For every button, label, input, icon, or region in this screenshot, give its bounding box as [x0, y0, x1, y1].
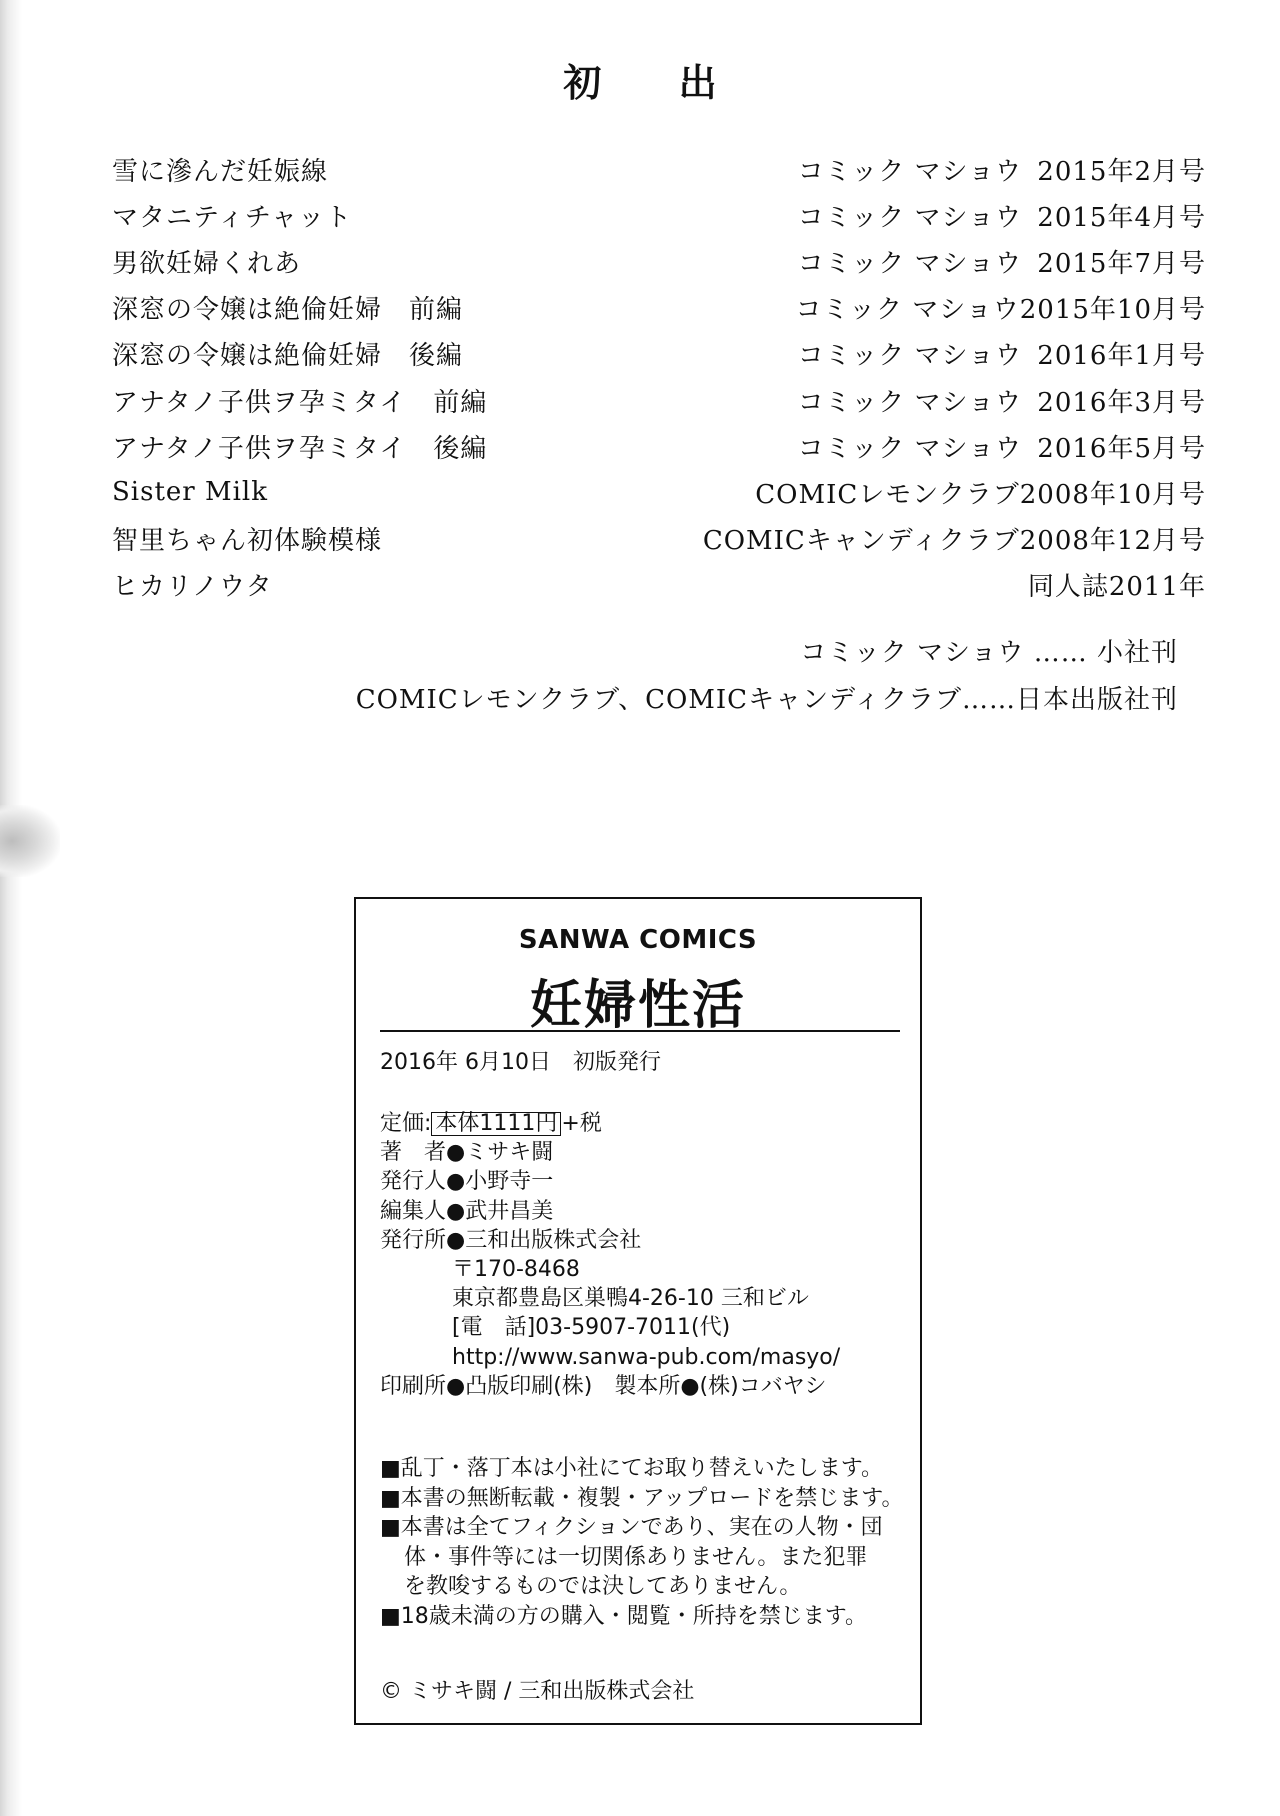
notice-item: ■18歳未満の方の購入・閲覧・所持を禁じます。 [380, 1603, 868, 1629]
list-item [112, 192, 1206, 238]
publisher-notes [356, 630, 1178, 724]
price-tax: +税 [561, 1111, 602, 1136]
notice-item: ■乱丁・落丁本は小社にてお取り替えいたします。 [380, 1456, 884, 1481]
title-divider [380, 1030, 900, 1032]
magazine-name: コミック マショウ [797, 156, 1022, 187]
price-label: 定価: [380, 1111, 432, 1136]
issue-date: 2015年10月号 [1019, 295, 1206, 326]
issue-date: 同人誌2011年 [1027, 572, 1206, 603]
work-title: 男欲妊婦くれあ [112, 248, 302, 279]
editor-row: 編集人●武井昌美 [380, 1198, 554, 1224]
work-title: Sister Milk [112, 477, 269, 508]
issue-date: 2016年3月号 [1037, 387, 1206, 418]
magazine-name: コミック マショウ [797, 433, 1022, 464]
postal-code: 〒170-8468 [452, 1256, 580, 1282]
publishing-house-row: 発行所●三和出版株式会社 [380, 1227, 642, 1253]
colophon-box [354, 897, 922, 1725]
printing-row: 印刷所●凸版印刷(株) 製本所●(株)コバヤシ [380, 1373, 827, 1399]
list-item [112, 562, 1206, 608]
notice-item-continued: 体・事件等には一切関係ありません。また犯罪 [404, 1544, 868, 1570]
list-item [112, 516, 1206, 562]
work-source [722, 566, 1206, 603]
work-title: 深窓の令嬢は絶倫妊婦 前編 [112, 295, 464, 326]
list-item [112, 238, 1206, 284]
work-source [722, 243, 1206, 280]
list-item [112, 331, 1206, 377]
work-title: 智里ちゃん初体験模様 [112, 526, 383, 557]
magazine-name: コミック マショウ [797, 341, 1022, 372]
copyright: © ミサキ闘 / 三和出版株式会社 [380, 1679, 695, 1704]
issue-date: 2016年1月号 [1037, 341, 1206, 372]
magazine-name: コミック マショウ [797, 248, 1022, 279]
magazine-name: コミック マショウ [797, 202, 1022, 233]
issue-date: 2008年12月号 [1019, 526, 1206, 557]
work-source [722, 151, 1206, 188]
list-item [112, 469, 1206, 515]
magazine-name: コミック マショウ [797, 387, 1022, 418]
work-title: 深窓の令嬢は絶倫妊婦 後編 [112, 341, 464, 372]
credits [380, 1109, 840, 1401]
work-title: アナタノ子供ヲ孕ミタイ 後編 [112, 433, 488, 464]
page-edge-tear [0, 805, 60, 877]
magazine-name: COMICキャンディクラブ [702, 526, 1020, 557]
publisher-person-row: 発行人●小野寺一 [380, 1169, 554, 1195]
work-source [720, 289, 1206, 326]
work-source [703, 520, 1206, 557]
address: 東京都豊島区巣鴨4-26-10 三和ビル [452, 1286, 809, 1312]
first-appearance-heading: 初 出 [563, 60, 749, 105]
work-title: アナタノ子供ヲ孕ミタイ 前編 [112, 387, 488, 418]
work-title: ヒカリノウタ [112, 572, 273, 603]
work-source [720, 474, 1206, 511]
list-item [112, 285, 1206, 331]
list-item [112, 423, 1206, 469]
page-edge-shadow [0, 0, 22, 1816]
first-appearance-list [112, 146, 1206, 608]
notice-item: ■本書は全てフィクションであり、実在の人物・団 [380, 1515, 883, 1540]
list-item [112, 146, 1206, 192]
notice-item: ■本書の無断転載・複製・アップロードを禁じます。 [380, 1485, 904, 1511]
website-url: http://www.sanwa-pub.com/masyo/ [452, 1344, 841, 1370]
publisher-note: コミック マショウ …… 小社刊 [800, 638, 1178, 668]
price-value: 本体1111円 [431, 1112, 561, 1136]
work-source [722, 335, 1206, 372]
issue-date: 2016年5月号 [1037, 433, 1206, 464]
work-title: 雪に滲んだ妊娠線 [112, 156, 329, 187]
price-row [380, 1109, 840, 1138]
notice-item-continued: を教唆するものでは決してありません。 [404, 1574, 802, 1599]
series-name: SANWA COMICS [518, 925, 758, 955]
book-title: 妊婦性活 [529, 975, 746, 1036]
issue-date: 2015年7月号 [1037, 248, 1206, 279]
magazine-name: COMICレモンクラブ [755, 479, 1020, 510]
work-source [722, 428, 1206, 465]
issue-date: 2015年4月号 [1037, 202, 1206, 233]
work-source [722, 382, 1206, 419]
publication-date: 2016年 6月10日 初版発行 [380, 1050, 661, 1075]
phone: [電 話]03-5907-7011(代) [452, 1315, 731, 1341]
issue-date: 2015年2月号 [1037, 156, 1206, 187]
author-row: 著 者●ミサキ闘 [380, 1140, 554, 1166]
work-source [722, 197, 1206, 234]
issue-date: 2008年10月号 [1019, 479, 1206, 510]
work-title: マタニティチャット [112, 202, 353, 233]
publisher-note: COMICレモンクラブ、COMICキャンディクラブ……日本出版社刊 [355, 685, 1178, 715]
magazine-name: コミック マショウ [795, 295, 1020, 326]
list-item [112, 377, 1206, 423]
notices [380, 1454, 904, 1631]
